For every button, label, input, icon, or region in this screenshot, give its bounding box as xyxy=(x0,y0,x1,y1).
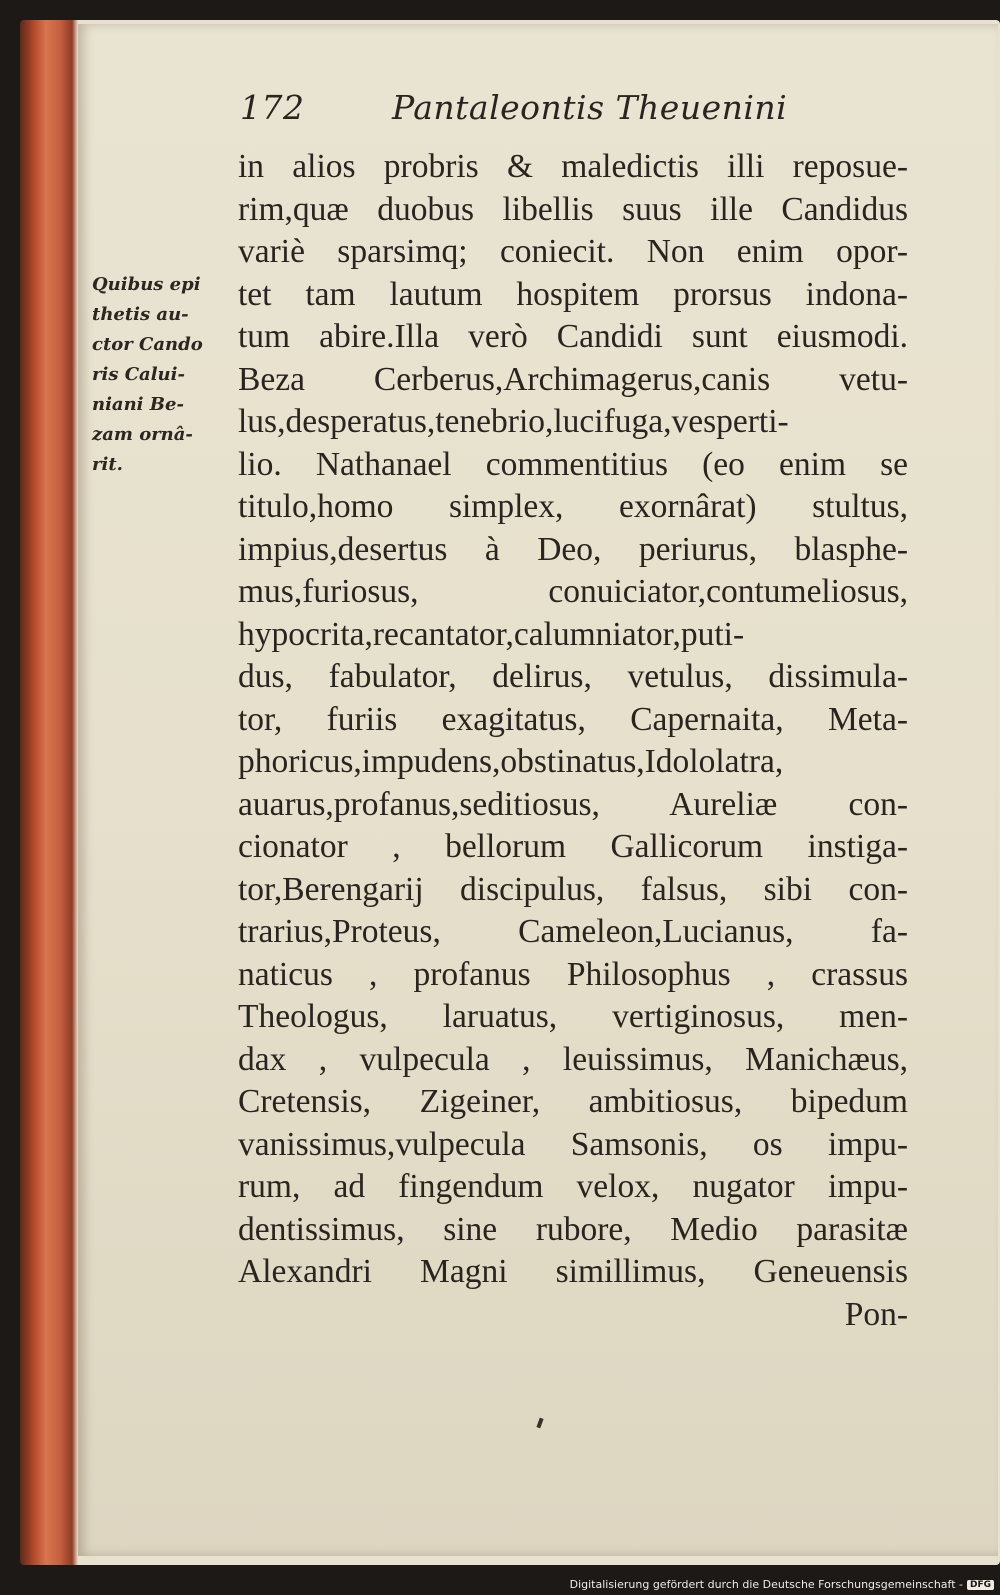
text-line: titulo,homo simplex, exornârat) stultus, xyxy=(238,488,908,525)
text-line: lio. Nathanael commentitius (eo enim se xyxy=(238,445,908,483)
page-number: 172 xyxy=(240,88,305,127)
text-line: mus,furiosus, conuiciator,contumeliosus, xyxy=(238,573,908,610)
text-line: auarus,profanus,seditiosus, Aureliæ con- xyxy=(238,785,908,823)
text-line: Alexandri Magni simillimus, Geneuensis xyxy=(238,1253,908,1290)
digitization-footer xyxy=(570,1578,994,1591)
text-line: tum abire.Illa verò Candidi sunt eiusmodi. xyxy=(238,318,908,355)
text-line: in alios probris & maledictis illi reposue- xyxy=(238,148,908,185)
text-line: tor, furiis exagitatus, Capernaita, Meta- xyxy=(238,700,908,738)
text-line: Cretensis, Zigeiner, ambitiosus, bipedum xyxy=(238,1083,908,1120)
margin-note-line: ris Calui- xyxy=(92,364,185,385)
text-line: cionator , bellorum Gallicorum instiga- xyxy=(238,828,908,865)
dfg-logo: DFG xyxy=(967,1580,994,1590)
margin-note-line: niani Be- xyxy=(92,394,184,415)
text-line: phoricus,impudens,obstinatus,Idololatra, xyxy=(238,743,784,780)
running-head-title: Pantaleontis Theuenini xyxy=(392,88,788,127)
margin-note xyxy=(92,270,242,480)
text-line: hypocrita,recantator,calumniator,puti- xyxy=(238,615,745,653)
margin-note-line: thetis au- xyxy=(92,304,189,325)
text-line: vanissimus,vulpecula Samsonis, os impu- xyxy=(238,1125,908,1163)
text-line: trarius,Proteus, Cameleon,Lucianus, fa- xyxy=(238,913,908,950)
margin-note-line: zam ornâ- xyxy=(92,424,193,445)
text-line: dax , vulpecula , leuissimus, Manichæus, xyxy=(238,1040,908,1078)
text-line: Theologus, laruatus, vertiginosus, men- xyxy=(238,998,908,1035)
text-line: naticus , profanus Philosophus , crassus xyxy=(238,955,908,993)
margin-note-line: rit. xyxy=(92,454,123,475)
footer-credit: Digitalisierung gefördert durch die Deutsche Forschungsgemeinschaft - xyxy=(569,1578,963,1591)
margin-note-line: ctor Cando xyxy=(92,334,203,355)
text-line: Beza Cerberus,Archimagerus,canis vetu- xyxy=(238,360,908,398)
text-line: rum, ad fingendum velox, nugator impu- xyxy=(238,1168,908,1205)
body-text xyxy=(238,146,908,1336)
text-line: rim,quæ duobus libellis suus ille Candidus xyxy=(238,190,908,228)
text-line: tet tam lautum hospitem prorsus indona- xyxy=(238,275,908,313)
text-line: dentissimus, sine rubore, Medio parasitæ xyxy=(238,1210,908,1248)
text-line: variè sparsimq; coniecit. Non enim opor- xyxy=(238,233,908,270)
margin-note-line: Quibus epi xyxy=(92,274,201,295)
text-line: tor,Berengarij discipulus, falsus, sibi con- xyxy=(238,870,908,908)
catchword: Pon- xyxy=(844,1295,908,1333)
text-line: lus,desperatus,tenebrio,lucifuga,vesperti- xyxy=(238,403,789,440)
text-line: impius,desertus à Deo, periurus, blasphe- xyxy=(238,530,908,568)
text-line: dus, fabulator, delirus, vetulus, dissimula- xyxy=(238,658,908,695)
